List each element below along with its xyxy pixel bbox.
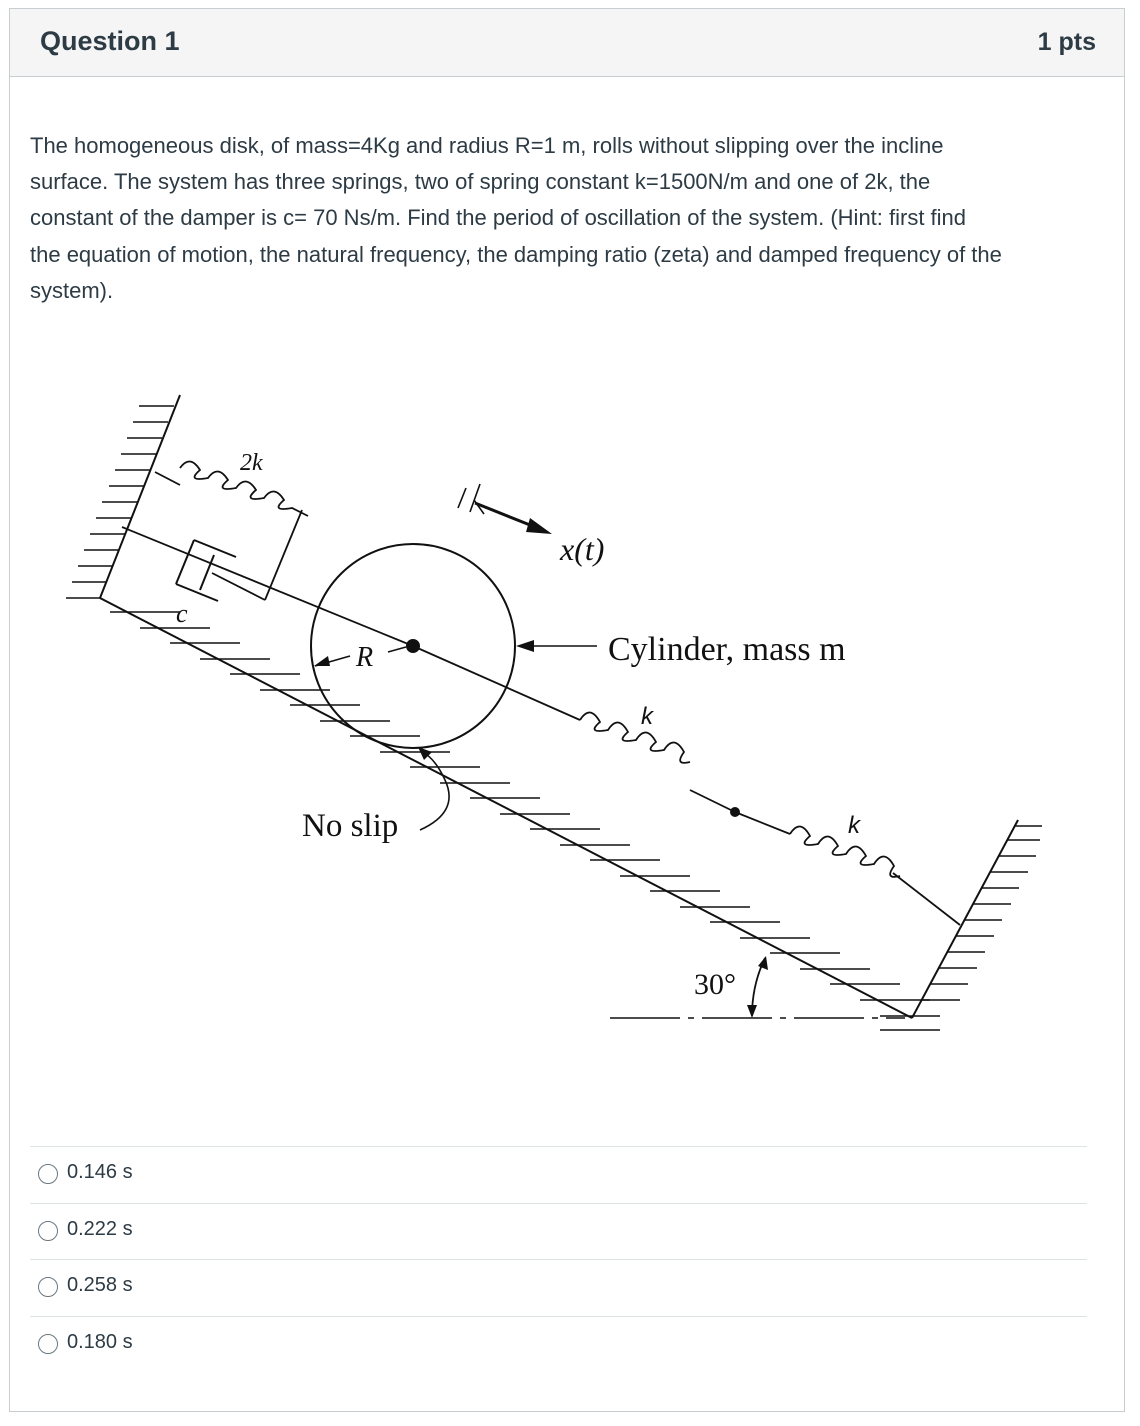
- frame-right: [265, 510, 302, 600]
- label-k2: k: [848, 812, 860, 839]
- answer-label: 0.180 s: [67, 1330, 133, 1353]
- left-wall: [100, 395, 180, 598]
- question-text: [30, 128, 1094, 309]
- x-arrow-head: [526, 518, 552, 534]
- radio-button[interactable]: [38, 1277, 58, 1297]
- spring-link: [690, 790, 735, 812]
- label-2k: 2k: [240, 450, 263, 476]
- radio-button[interactable]: [38, 1334, 58, 1354]
- label-x: x(t): [560, 531, 605, 567]
- label-cylinder: Cylinder, mass m: [608, 631, 846, 668]
- radio-button[interactable]: [38, 1164, 58, 1184]
- answer-label: 0.258 s: [67, 1274, 133, 1296]
- answer-label: 0.222 s: [67, 1217, 133, 1240]
- left-wall-hatching: [66, 406, 174, 598]
- label-R: R: [356, 642, 374, 673]
- label-c: c: [176, 599, 188, 628]
- label-k1: k: [641, 703, 653, 730]
- answer-option[interactable]: [30, 1316, 1087, 1373]
- radius-arrow-head: [314, 656, 330, 666]
- cylinder-leader-arrow: [516, 640, 534, 652]
- spring-link-right: [893, 873, 960, 925]
- angle-arrow-head: [758, 956, 768, 970]
- x-arrow: [475, 503, 535, 527]
- frame-bottom: [212, 573, 265, 600]
- right-wall: [912, 820, 1018, 1018]
- question-header: [10, 9, 1124, 77]
- answer-label: 0.146 s: [67, 1161, 133, 1183]
- x-reference-mark: [458, 484, 484, 514]
- answer-option[interactable]: [30, 1146, 1087, 1203]
- spring-k2: [790, 826, 900, 876]
- right-wall-hatching: [922, 826, 1042, 1000]
- damper-cylinder: [176, 540, 194, 584]
- question-title: Question 1: [40, 26, 180, 56]
- frame-top: [155, 472, 180, 485]
- answer-list: [30, 1146, 1087, 1372]
- question-text-line: system).: [30, 277, 114, 303]
- answer-option[interactable]: [30, 1259, 1087, 1316]
- spring-k1: [580, 712, 690, 762]
- no-slip-arrow: [420, 752, 449, 830]
- question-points: 1 pts: [1037, 28, 1096, 56]
- incline-disk-diagram: [50, 370, 1050, 1040]
- question-text-line: The homogeneous disk, of mass=4Kg and radius R=1 m, rolls without slipping over the incline: [30, 133, 944, 158]
- label-noslip: No slip: [302, 808, 399, 844]
- label-angle: 30°: [694, 968, 736, 1001]
- center-line-right: [413, 646, 580, 720]
- radio-button[interactable]: [38, 1221, 58, 1241]
- damper-cylinder: [194, 540, 236, 557]
- angle-arrow-head: [747, 1005, 757, 1018]
- question-text-line: constant of the damper is c= 70 Ns/m. Find the period of oscillation of the system. (Hint: first find: [30, 205, 967, 231]
- question-text-line: surface. The system has three springs, two of spring constant k=1500N/m and one of 2k, the: [30, 169, 931, 195]
- radius-line: [388, 647, 406, 652]
- answer-option[interactable]: [30, 1203, 1087, 1260]
- spring-link: [735, 812, 790, 834]
- question-text-line: the equation of motion, the natural frequency, the damping ratio (zeta) and damped frequency of the: [30, 241, 1002, 267]
- spring-junction: [731, 808, 739, 816]
